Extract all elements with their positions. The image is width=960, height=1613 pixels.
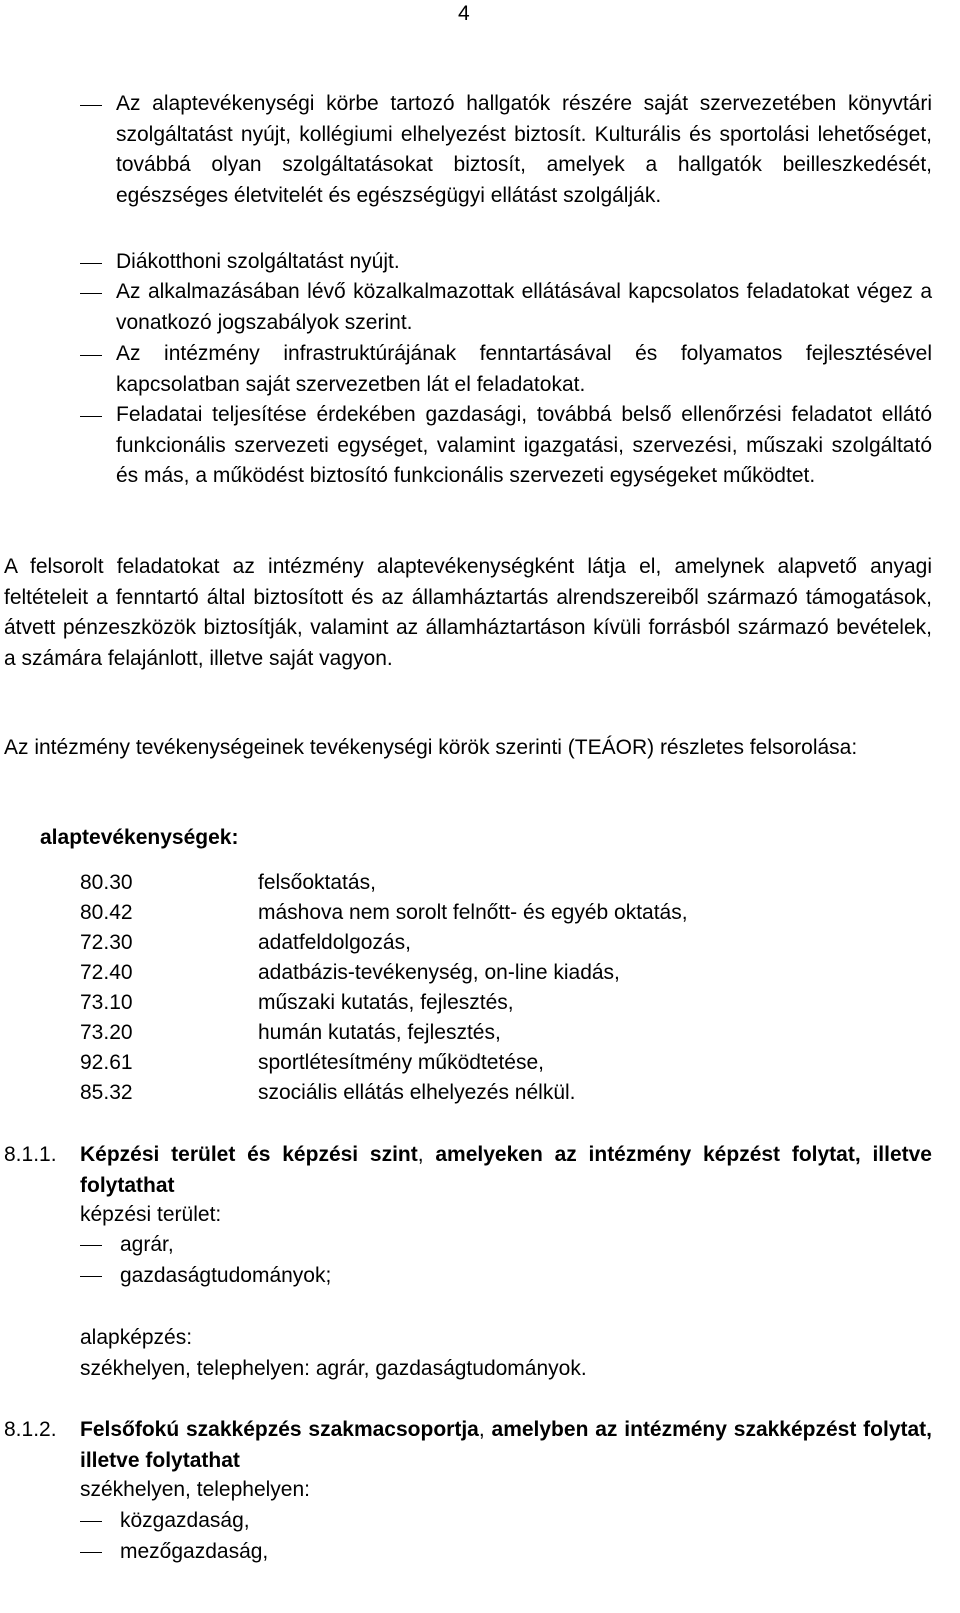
- basic-training-line: székhelyen, telephelyen: agrár, gazdaságtudományok.: [80, 1357, 587, 1380]
- activity-description: műszaki kutatás, fejlesztés,: [258, 991, 514, 1014]
- teaor-intro-paragraph: Az intézmény tevékenységeinek tevékenységi körök szerinti (TEÁOR) részletes felsorolása:: [4, 736, 858, 759]
- list-item: [80, 89, 932, 211]
- list-item: [80, 339, 932, 400]
- section-title-part: amelyben az intézmény szakképzést folytat, illetve folytathat: [80, 1418, 933, 1472]
- list-item: [80, 1230, 174, 1260]
- section-title-separator: ,: [417, 1143, 436, 1166]
- section-title: [80, 1140, 932, 1201]
- list-item-text: Az alkalmazásában lévő közalkalmazottak ellátásával kapcsolatos feladatokat végez a vonatkozó jogszabályok szerint.: [116, 280, 932, 334]
- section-number: 8.1.2.: [4, 1418, 57, 1441]
- activity-description: humán kutatás, fejlesztés,: [258, 1021, 501, 1044]
- funding-paragraph: A felsorolt feladatokat az intézmény alaptevékenységként látja el, amelynek alapvető anyagi feltételeit a fenntartó által biztosított és az államháztartás alrendszereiből származó támogatások, átvett pénzeszközök biztosítják, valamint az államháztartáson kívüli forrásból származó bevételek, a számára felajánlott, illetve saját vagyon.: [4, 555, 932, 670]
- list-item-text: közgazdaság,: [120, 1509, 250, 1532]
- list-item: [80, 1537, 268, 1567]
- activity-description: máshova nem sorolt felnőtt- és egyéb oktatás,: [258, 901, 688, 924]
- core-activities-heading: alaptevékenységek:: [40, 826, 239, 849]
- activity-code: 92.61: [80, 1051, 133, 1074]
- list-item-text: mezőgazdaság,: [120, 1540, 269, 1563]
- section-title-separator: ,: [478, 1418, 492, 1441]
- list-item: [80, 400, 932, 492]
- activity-code: 80.30: [80, 871, 133, 894]
- list-item-text: gazdaságtudományok;: [120, 1264, 332, 1287]
- list-item-text: Feladatai teljesítése érdekében gazdasági, továbbá belső ellenőrzési feladatot ellátó funkcionális szervezeti egységet, valamint igazgatási, szervezési, műszaki szolgáltató és más, a működést biztosító funkcionális szervezeti egységeket működtet.: [116, 403, 932, 487]
- activity-description: felsőoktatás,: [258, 871, 376, 894]
- activity-description: adatbázis-tevékenység, on-line kiadás,: [258, 961, 620, 984]
- list-item-text: Az intézmény infrastruktúrájának fenntartásával és folyamatos fejlesztésével kapcsolatban saját szervezetben lát el feladatokat.: [116, 342, 932, 396]
- location-label: székhelyen, telephelyen:: [80, 1478, 310, 1501]
- activity-code: 73.10: [80, 991, 133, 1014]
- page-number: 4: [458, 2, 470, 25]
- section-number: 8.1.1.: [4, 1143, 57, 1166]
- list-item-text: Az alaptevékenységi körbe tartozó hallgatók részére saját szervezetében könyvtári szolgáltatást nyújt, kollégiumi elhelyezést biztosít. Kulturális és sportolási lehetőséget, továbbá olyan szolgáltatásokat biztosít, amelyek a hallgatók beilleszkedését, egészséges életvitelét és egészségügyi ellátást szolgálják.: [116, 92, 932, 207]
- activity-code: 73.20: [80, 1021, 133, 1044]
- activity-code: 80.42: [80, 901, 133, 924]
- activity-description: sportlétesítmény működtetése,: [258, 1051, 544, 1074]
- basic-training-label: alapképzés:: [80, 1326, 193, 1349]
- list-item: [80, 277, 932, 338]
- list-item-text: Diákotthoni szolgáltatást nyújt.: [116, 250, 400, 273]
- section-title: [80, 1415, 932, 1476]
- activity-description: szociális ellátás elhelyezés nélkül.: [258, 1081, 576, 1104]
- section-title-part: Képzési terület és képzési szint: [80, 1143, 418, 1166]
- activity-code: 72.40: [80, 961, 133, 984]
- section-title-part: amelyeken az intézmény képzést folytat, illetve folytathat: [80, 1143, 932, 1197]
- list-item: [80, 1506, 250, 1536]
- activity-description: adatfeldolgozás,: [258, 931, 411, 954]
- activity-code: 72.30: [80, 931, 133, 954]
- list-item: [80, 1261, 331, 1291]
- list-item-text: agrár,: [120, 1233, 174, 1256]
- activity-code: 85.32: [80, 1081, 133, 1104]
- field-label: képzési terület:: [80, 1203, 222, 1226]
- section-title-part: Felsőfokú szakképzés szakmacsoportja: [80, 1418, 479, 1441]
- list-item: [80, 247, 932, 278]
